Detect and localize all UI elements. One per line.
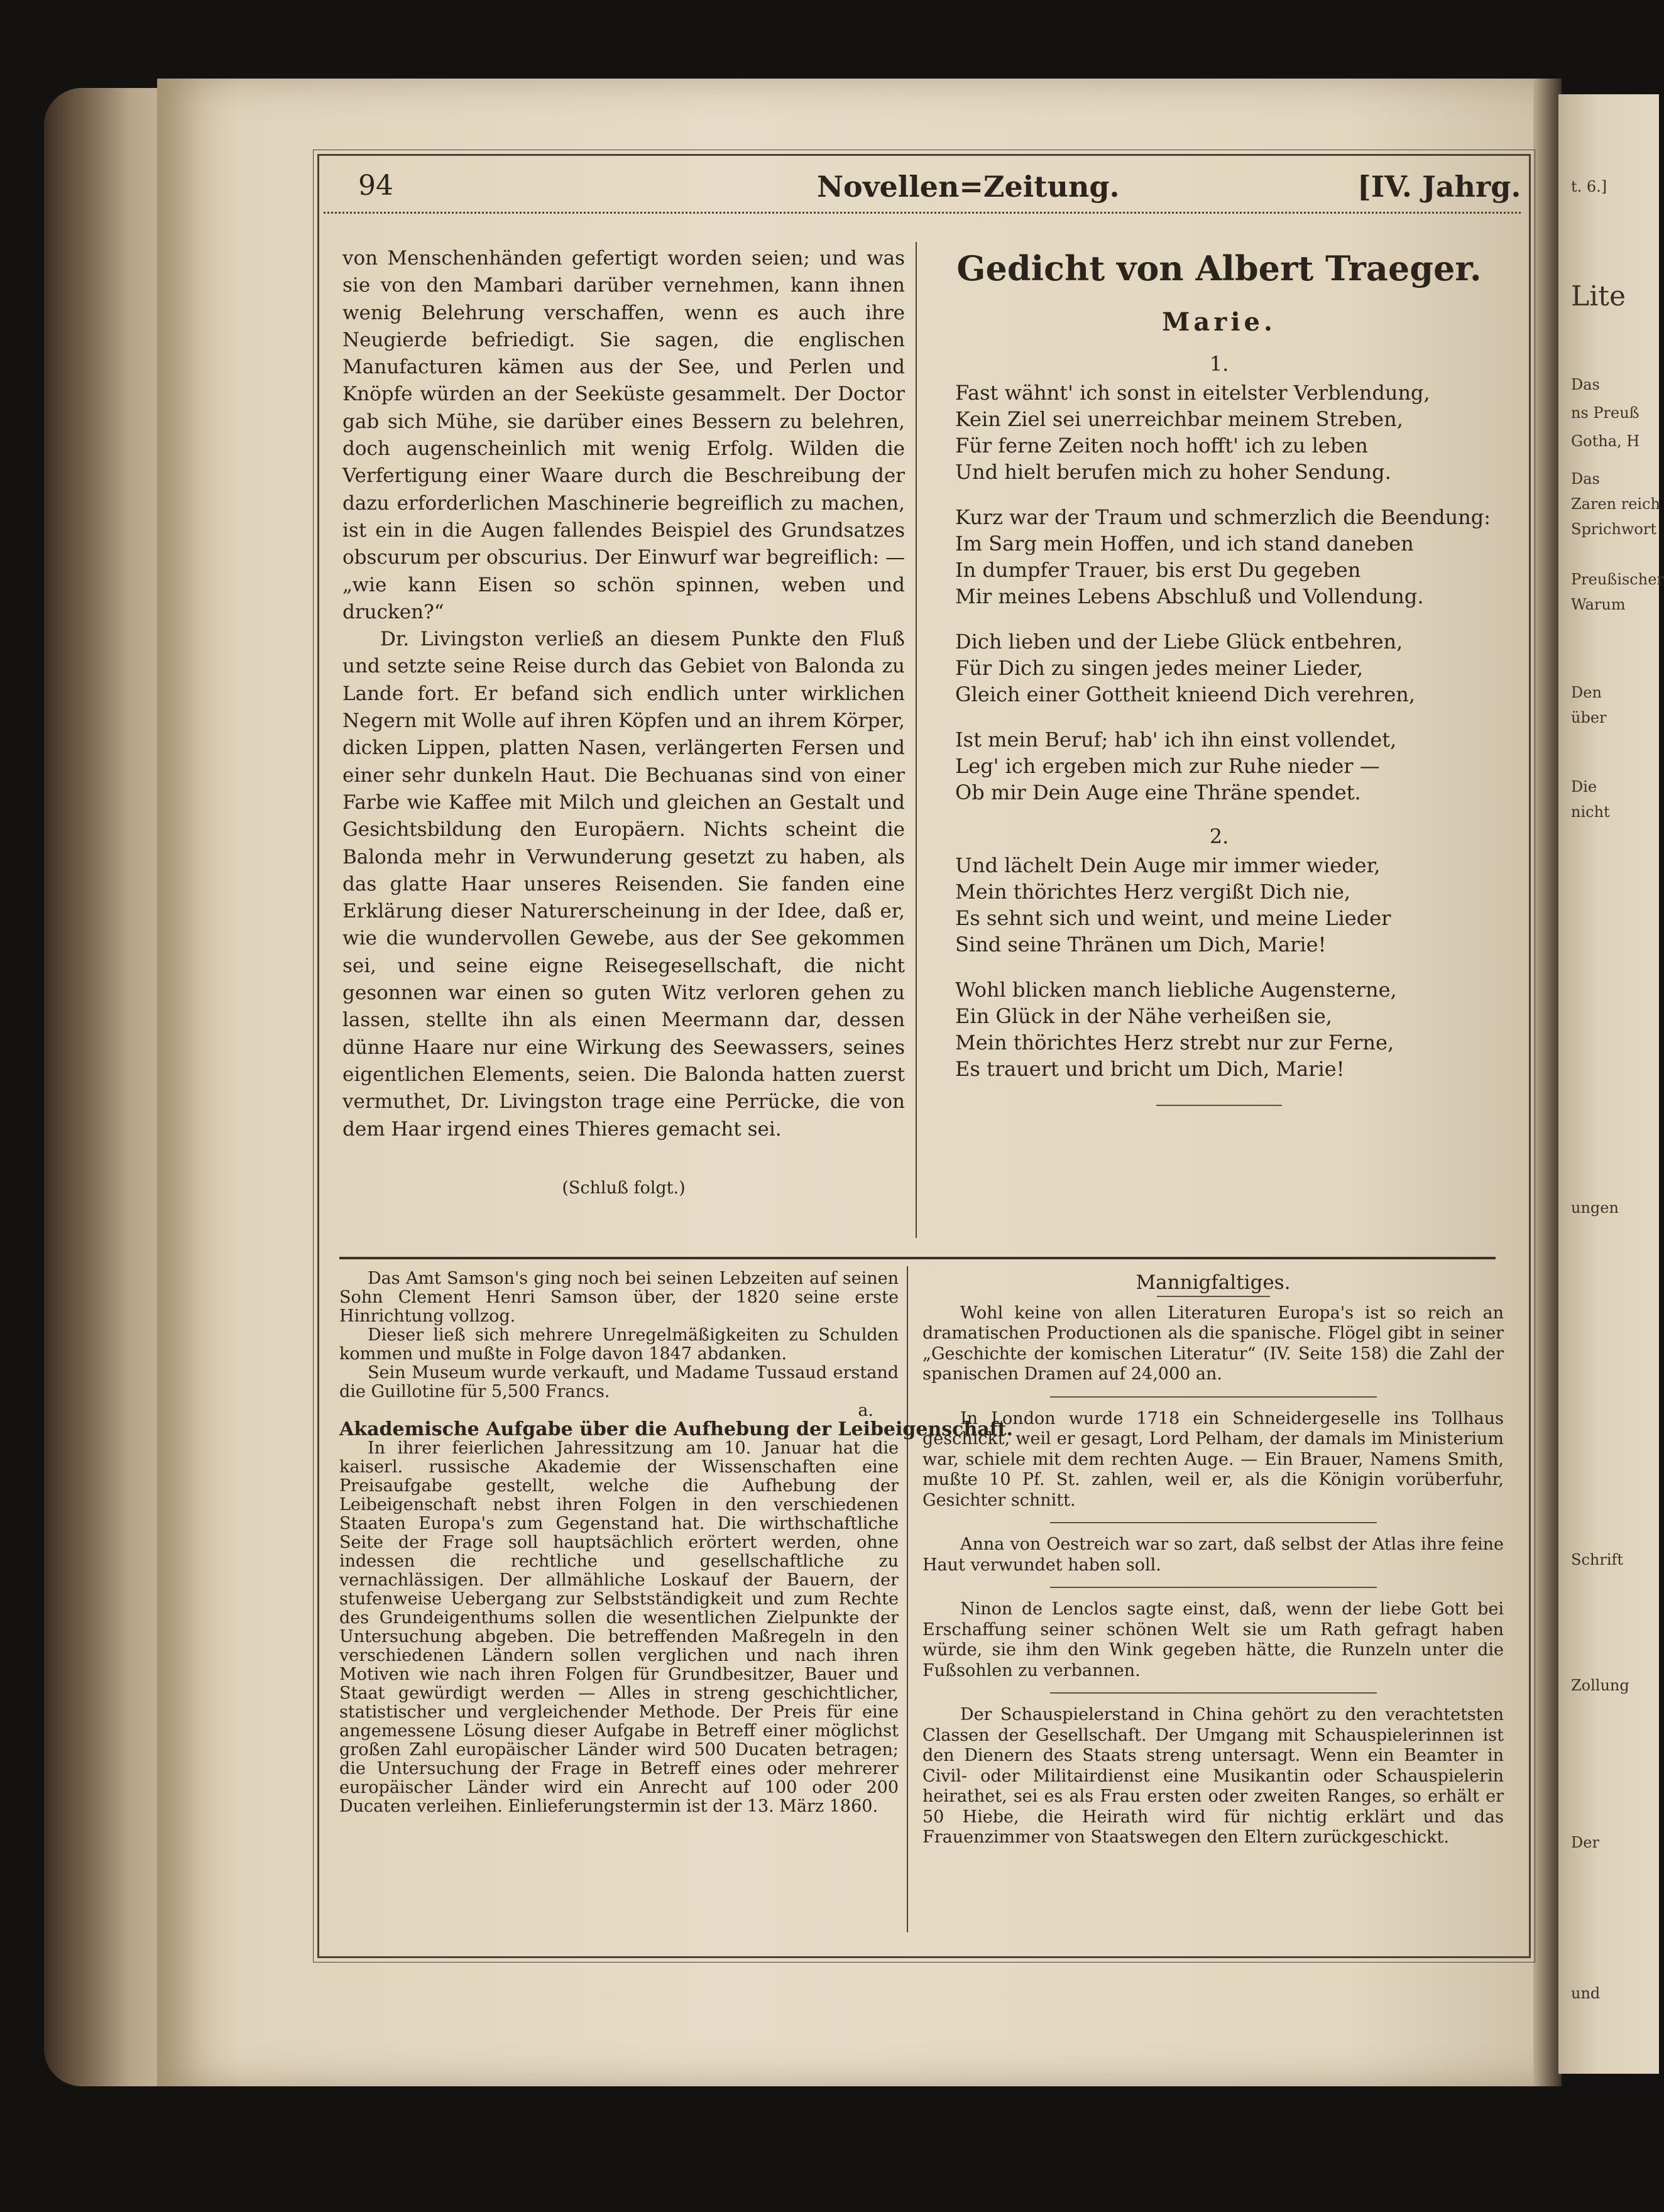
poem-column (936, 242, 1502, 1106)
page-number: 94 (358, 170, 393, 202)
continued-note: (Schluß folgt.) (562, 1178, 686, 1198)
poem-title: Marie. (1162, 307, 1276, 337)
book-gutter (1533, 79, 1562, 2086)
poem-stanza (955, 628, 1502, 708)
poem-line: Für Dich zu singen jedes meiner Lieder, (955, 656, 1364, 680)
next-page-fragment: nicht (1571, 803, 1610, 821)
poem-line: Mein thörichtes Herz vergißt Dich nie, (955, 880, 1351, 904)
volume-label: [IV. Jahrg. (1357, 170, 1521, 204)
header-rule (324, 212, 1521, 214)
next-page-fragment: ns Preuß (1571, 404, 1639, 422)
note-paragraph: Das Amt Samson's ging noch bei seinen Lebzeiten auf seinen Sohn Clement Henri Samson über, der 1820 seine erste Hinrichtung vollzog. (339, 1269, 899, 1326)
poem-line: Mir meines Lebens Abschluß und Vollendung. (955, 584, 1424, 608)
article-column (342, 245, 905, 1202)
item-separator (1050, 1692, 1377, 1694)
next-page-fragment: Das (1571, 376, 1600, 393)
next-page-strip (1558, 94, 1664, 2074)
poem-line: Mein thörichtes Herz strebt nur zur Ferne, (955, 1031, 1394, 1054)
miscellany-heading: Mannigfaltiges. (1136, 1271, 1291, 1294)
next-page-fragment: ungen (1571, 1199, 1619, 1217)
article-paragraph: von Menschenhänden gefertigt worden seien; und was sie von den Mambari darüber vernehmen, kann ihnen wenig Belehrung verschaffen, wenn es auch ihre Neugierde befriedigt. Sie sagen, die englischen Manufacturen kämen aus der See, und Perlen und Knöpfe würden an der Seeküste gesammelt. Der Doctor gab sich Mühe, sie darüber eines Bessern zu belehren, doch augenscheinlich mit wenig Erfolg. Wilden die Verfertigung einer Waare durch die Beschreibung der dazu erforderlichen Maschinerie begreiflich zu machen, ist ein in die Augen fallendes Beispiel des Grundsatzes obscurum per obscurius. Der Einwurf war begreiflich: — „wie kann Eisen so schön spinnen, weben und drucken?“ (342, 247, 905, 623)
poem-line: Es sehnt sich und weint, und meine Lieder (955, 906, 1391, 930)
miscellany-item: Ninon de Lenclos sagte einst, daß, wenn der liebe Gott bei Erschaffung seiner schönen Welt sie um Rath gefragt haben würde, sie ihm den Wink gegeben hätte, die Runzeln unter die Fußsohlen zu verbannen. (922, 1599, 1504, 1680)
next-page-fragment: Der (1571, 1834, 1599, 1851)
poem-line: Dich lieben und der Liebe Glück entbehren, (955, 630, 1403, 654)
item-separator (1050, 1522, 1377, 1523)
poem-line: Ob mir Dein Auge eine Thräne spendet. (955, 780, 1361, 804)
poem-stanza (955, 504, 1502, 610)
notice-heading: Akademische Aufgabe über die Aufhebung der Leibeigenschaft. (339, 1418, 1013, 1440)
item-separator (1050, 1396, 1377, 1398)
poem-line: Für ferne Zeiten noch hofft' ich zu leben (955, 434, 1368, 457)
miscellany-column (922, 1273, 1504, 1848)
miscellany-item: Wohl keine von allen Literaturen Europa's ist so reich an dramatischen Productionen als die spanische. Flögel gibt in seiner „Geschichte der komischen Literatur“ (IV. Seite 158) die Zahl der spanischen Dramen auf 24,000 an. (922, 1303, 1504, 1384)
notice-paragraph: In ihrer feierlichen Jahressitzung am 10. Januar hat die kaiserl. russische Akademie der Wissenschaften eine Preisaufgabe gestellt, welche die Aufhebung der Leibeigenschaft nebst ihren Folgen in den verschiedenen Staaten Europa's zum Gegenstand hat. Die wirthschaftliche Seite der Frage soll hauptsächlich erörtert werden, ohne indessen die rechtliche und gesellschaftliche zu vernachlässigen. Der allmähliche Loskauf der Bauern, der stufenweise Uebergang zur Selbstständigkeit und zum Rechte des Grundeigenthums sollen die wesentlichen Zielpunkte der Untersuchung abgeben. Die betreffenden Maßregeln in den verschiedenen Ländern sollen verglichen und nach ihren Motiven wie nach ihren Folgen für Grundbesitzer, Bauer und Staat gewürdigt werden — Alles in streng geschichtlicher, statistischer und vergleichender Methode. Der Preis für eine angemessene Lösung dieser Aufgabe in Betreff einer möglichst großen Zahl europäischer Länder wird 500 Ducaten betragen; die Untersuchung der Frage in Betreff eines oder mehrerer europäischer Länder wird ein Anrecht auf 100 oder 200 Ducaten verleihen. Einlieferungstermin ist der 13. März 1860. (339, 1438, 899, 1816)
poem-heading: Gedicht von Albert Traeger. (956, 248, 1482, 288)
poem-line: Gleich einer Gottheit knieend Dich verehren, (955, 682, 1416, 706)
next-page-fragment: Sprichwort (1571, 520, 1656, 538)
poem-line: Ist mein Beruf; hab' ich ihn einst vollendet, (955, 728, 1397, 752)
next-page-fragment: und (1571, 1985, 1601, 2002)
next-page-fragment: Den (1571, 684, 1602, 701)
next-page-fragment: Schrift (1571, 1551, 1624, 1569)
notes-column (339, 1269, 1013, 1816)
article-paragraph: Dr. Livingston verließ an diesem Punkte den Fluß und setzte seine Reise durch das Gebiet von Balonda zu Lande fort. Er befand sich endlich unter wirklichen Negern mit Wolle auf ihren Köpfen und an ihrem Körper, dicken Lippen, platten Nasen, verlängerten Fersen und einer sehr dunkeln Haut. Die Bechuanas sind von einer Farbe wie Kaffee mit Milch und gleichen an Gestalt und Gesichtsbildung den Europäern. Nichts scheint die Balonda mehr in Verwunderung gesetzt zu haben, als das glatte Haar unseres Reisenden. Sie fanden eine Erklärung dieser Naturerscheinung in der Idee, daß er, wie die wundervollen Gewebe, aus der See gekommen sei, und seine eigne Reisegesellschaft, die nicht gesonnen war einen so guten Witz verloren gehen zu lassen, stellte ihn als einen Meermann dar, dessen dünne Haare nur eine Wirkung des Seewassers, seines eigentlichen Elements, seien. Die Balonda hatten zuerst vermuthet, Dr. Livingston trage eine Perrücke, die von dem Haar irgend eines Thieres gemacht sei. (342, 628, 905, 1141)
poem-line: Es trauert und bricht um Dich, Marie! (955, 1057, 1345, 1081)
poem-line: Und lächelt Dein Auge mir immer wieder, (955, 853, 1381, 877)
next-page-fragment: Warum (1571, 596, 1626, 613)
poem-line: Kein Ziel sei unerreichbar meinem Streben, (955, 407, 1403, 431)
next-page-fragment: Zaren reich (1571, 495, 1660, 513)
poem-section-number: 1. (1209, 352, 1229, 376)
column-rule (907, 1266, 908, 1932)
poem-stanza (955, 726, 1502, 806)
note-paragraph: Dieser ließ sich mehrere Unregelmäßigkeiten zu Schulden kommen und mußte in Folge davon 1847 abdanken. (339, 1325, 899, 1364)
poem-stanza (955, 380, 1502, 485)
poem-stanza (955, 852, 1502, 958)
poem-line: Kurz war der Traum und schmerzlich die Beendung: (955, 505, 1491, 529)
running-title: Novellen=Zeitung. (817, 170, 1120, 204)
poem-line: Ein Glück in der Nähe verheißen sie, (955, 1004, 1332, 1028)
poem-stanza (955, 977, 1502, 1082)
poem-line: In dumpfer Trauer, bis erst Du gegeben (955, 558, 1361, 582)
column-rule (916, 242, 917, 1238)
next-page-fragment: Zollung (1571, 1677, 1629, 1694)
note-signature: a. (858, 1401, 873, 1420)
next-page-fragment: Lite (1571, 280, 1626, 312)
miscellany-item: Anna von Oestreich war so zart, daß selbst der Atlas ihre feine Haut verwundet haben soll. (922, 1535, 1504, 1575)
miscellany-item: In London wurde 1718 ein Schneidergeselle ins Tollhaus geschickt, weil er gesagt, Lord Pelham, der damals im Ministerium war, schiele mit dem rechten Auge. — Ein Brauer, Namens Smith, mußte 10 Pf. St. zahlen, weil er, als die Königin vorüberfuhr, Gesichter schnitt. (922, 1408, 1504, 1510)
next-page-fragment: Das (1571, 470, 1600, 488)
item-separator (1157, 1296, 1270, 1297)
poem-line: Wohl blicken manch liebliche Augensterne, (955, 978, 1397, 1002)
poem-line: Sind seine Thränen um Dich, Marie! (955, 933, 1327, 956)
next-page-fragment: Die (1571, 778, 1597, 796)
next-page-fragment: Gotha, H (1571, 432, 1640, 450)
next-page-fragment: t. 6.] (1571, 178, 1607, 195)
poem-end-rule (1156, 1105, 1282, 1106)
poem-line: Und hielt berufen mich zu hoher Sendung. (955, 460, 1391, 484)
poem-line: Fast wähnt' ich sonst in eitelster Verblendung, (955, 381, 1430, 405)
next-page-fragment: über (1571, 709, 1607, 726)
miscellany-item: Der Schauspielerstand in China gehört zu den verachtetsten Classen der Gesellschaft. Der Umgang mit Schauspielerinnen ist den Dienern des Staats streng untersagt. Wenn ein Beamter in Civil- oder Militairdienst eine Musikantin oder Schauspielerin heirathet, sei es als Frau ersten oder zweiten Ranges, so erhält er 50 Hiebe, die Heirath wird für nichtig erklärt und das Frauenzimmer von Staatswegen den Eltern zurückgeschickt. (922, 1705, 1504, 1847)
poem-line: Im Sarg mein Hoffen, und ich stand daneben (955, 532, 1414, 556)
item-separator (1050, 1587, 1377, 1588)
poem-line: Leg' ich ergeben mich zur Ruhe nieder — (955, 754, 1380, 778)
poem-section-number: 2. (1209, 824, 1229, 848)
note-paragraph: Sein Museum wurde verkauft, und Madame Tussaud erstand die Guillotine für 5,500 Francs. (339, 1363, 899, 1401)
section-rule (339, 1257, 1496, 1259)
next-page-fragment: Preußischer (1571, 571, 1664, 588)
